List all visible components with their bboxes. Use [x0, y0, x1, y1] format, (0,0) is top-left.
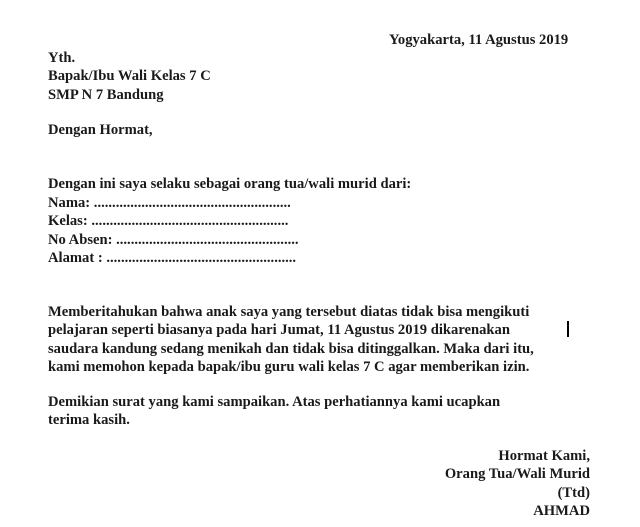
- recipient-line-2: SMP N 7 Bandung: [48, 87, 164, 103]
- signature-role: Orang Tua/Wali Murid: [444, 466, 590, 482]
- intro-line: Dengan ini saya selaku sebagai orang tua/wali murid dari:: [48, 176, 412, 192]
- closing-line-2: terima kasih.: [48, 412, 130, 428]
- greeting: Dengan Hormat,: [48, 122, 153, 138]
- signature-name: AHMAD: [533, 503, 590, 519]
- body-line-4: kami memohon kepada bapak/ibu guru wali kelas 7 C agar memberikan izin.: [48, 359, 530, 375]
- field-no-absen: No Absen: ..................................................: [48, 232, 299, 248]
- field-nama: Nama: ......................................................: [48, 195, 291, 211]
- date-line: Yogyakarta, 11 Agustus 2019: [389, 32, 569, 48]
- closing-line-1: Demikian surat yang kami sampaikan. Atas perhatiannya kami ucapkan: [48, 394, 501, 410]
- field-alamat: Alamat : ....................................................: [48, 250, 297, 266]
- signature-ttd: (Ttd): [557, 485, 590, 501]
- recipient-salutation: Yth.: [48, 50, 76, 66]
- signature-greeting: Hormat Kami,: [498, 448, 590, 464]
- body-line-3: saudara kandung sedang menikah dan tidak bisa ditinggalkan. Maka dari itu,: [48, 341, 534, 357]
- field-kelas: Kelas: ......................................................: [48, 213, 289, 229]
- recipient-line-1: Bapak/Ibu Wali Kelas 7 C: [48, 68, 211, 84]
- body-line-2: pelajaran seperti biasanya pada hari Jumat, 11 Agustus 2019 dikarenakan: [48, 322, 510, 338]
- body-line-1: Memberitahukan bahwa anak saya yang tersebut diatas tidak bisa mengikuti: [48, 304, 530, 320]
- text-cursor: [567, 321, 569, 337]
